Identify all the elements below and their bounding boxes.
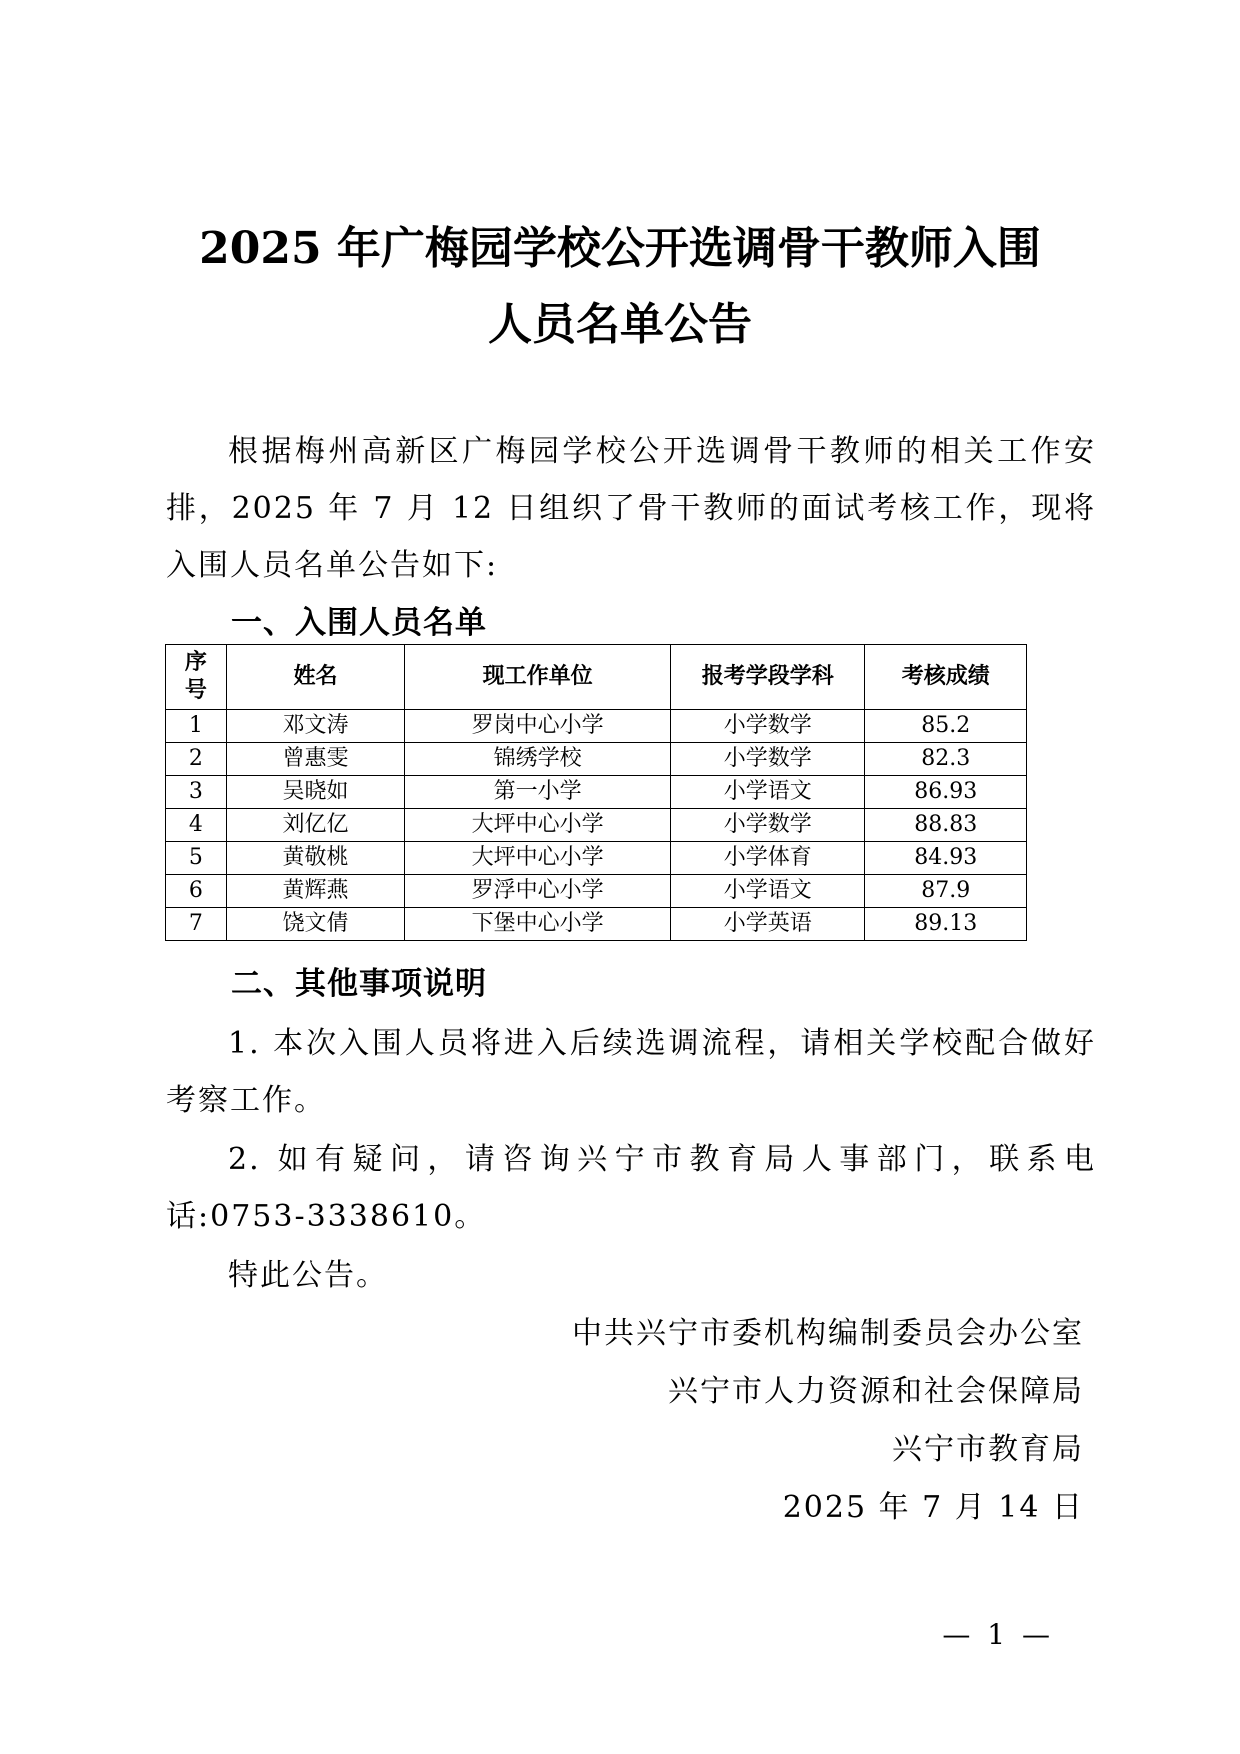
cell-score: 86.93	[865, 776, 1027, 809]
cell-seq: 2	[166, 743, 227, 776]
cell-subject: 小学体育	[671, 842, 865, 875]
table-row	[166, 809, 1027, 842]
header-seq	[166, 645, 227, 710]
header-unit: 现工作单位	[405, 645, 671, 710]
cell-seq: 7	[166, 908, 227, 941]
section-heading-roster: 一、入围人员名单	[231, 605, 487, 641]
cell-unit: 罗浮中心小学	[405, 875, 671, 908]
cell-name: 邓文涛	[226, 710, 404, 743]
cell-score: 84.93	[865, 842, 1027, 875]
intro-paragraph: 根据梅州高新区广梅园学校公开选调骨干教师的相关工作安排，2025 年 7 月 12 日组织了骨干教师的面试考核工作，现将入围人员名单公告如下:	[166, 434, 1096, 583]
table-row	[166, 776, 1027, 809]
cell-subject: 小学数学	[671, 743, 865, 776]
header-seq-top: 序	[184, 650, 207, 675]
header-name: 姓名	[226, 645, 404, 710]
cell-unit: 锦绣学校	[405, 743, 671, 776]
cell-seq: 3	[166, 776, 227, 809]
cell-seq: 1	[166, 710, 227, 743]
cell-unit: 第一小学	[405, 776, 671, 809]
signature-org-1: 中共兴宁市委机构编制委员会办公室	[572, 1316, 1084, 1351]
cell-unit: 大坪中心小学	[405, 842, 671, 875]
table-row	[166, 842, 1027, 875]
header-subject: 报考学段学科	[671, 645, 865, 710]
cell-score: 89.13	[865, 908, 1027, 941]
cell-name: 饶文倩	[226, 908, 404, 941]
cell-score: 88.83	[865, 809, 1027, 842]
cell-unit: 大坪中心小学	[405, 809, 671, 842]
cell-unit: 罗岗中心小学	[405, 710, 671, 743]
cell-score: 82.3	[865, 743, 1027, 776]
signature-org-3: 兴宁市教育局	[892, 1432, 1084, 1467]
note-item-1: 1. 本次入围人员将进入后续选调流程，请相关学校配合做好考察工作。	[166, 1026, 1096, 1118]
cell-seq: 5	[166, 842, 227, 875]
cell-name: 黄辉燕	[226, 875, 404, 908]
signature-org-2: 兴宁市人力资源和社会保障局	[668, 1374, 1084, 1409]
cell-seq: 4	[166, 809, 227, 842]
table-row	[166, 908, 1027, 941]
header-score: 考核成绩	[865, 645, 1027, 710]
closing-statement: 特此公告。	[228, 1258, 388, 1293]
cell-name: 刘亿亿	[226, 809, 404, 842]
cell-unit: 下堡中心小学	[405, 908, 671, 941]
table-row	[166, 743, 1027, 776]
table-row	[166, 710, 1027, 743]
cell-name: 黄敬桃	[226, 842, 404, 875]
cell-subject: 小学语文	[671, 875, 865, 908]
header-seq-bottom: 号	[184, 678, 207, 703]
cell-subject: 小学语文	[671, 776, 865, 809]
signature-date: 2025 年 7 月 14 日	[782, 1490, 1084, 1525]
cell-score: 85.2	[865, 710, 1027, 743]
document-title-line-2: 人员名单公告	[488, 299, 752, 350]
cell-subject: 小学数学	[671, 809, 865, 842]
cell-subject: 小学英语	[671, 908, 865, 941]
table-row	[166, 875, 1027, 908]
cell-seq: 6	[166, 875, 227, 908]
cell-name: 吴晓如	[226, 776, 404, 809]
page-number: — 1 —	[942, 1618, 1054, 1651]
table-header-row	[166, 645, 1027, 710]
cell-name: 曾惠雯	[226, 743, 404, 776]
cell-subject: 小学数学	[671, 710, 865, 743]
roster-table	[165, 644, 1027, 941]
cell-score: 87.9	[865, 875, 1027, 908]
document-title-line-1: 2025 年广梅园学校公开选调骨干教师入围	[199, 223, 1041, 274]
section-heading-notes: 二、其他事项说明	[231, 966, 487, 1002]
note-item-2: 2. 如有疑问，请咨询兴宁市教育局人事部门，联系电话:0753-3338610。	[166, 1142, 1096, 1234]
